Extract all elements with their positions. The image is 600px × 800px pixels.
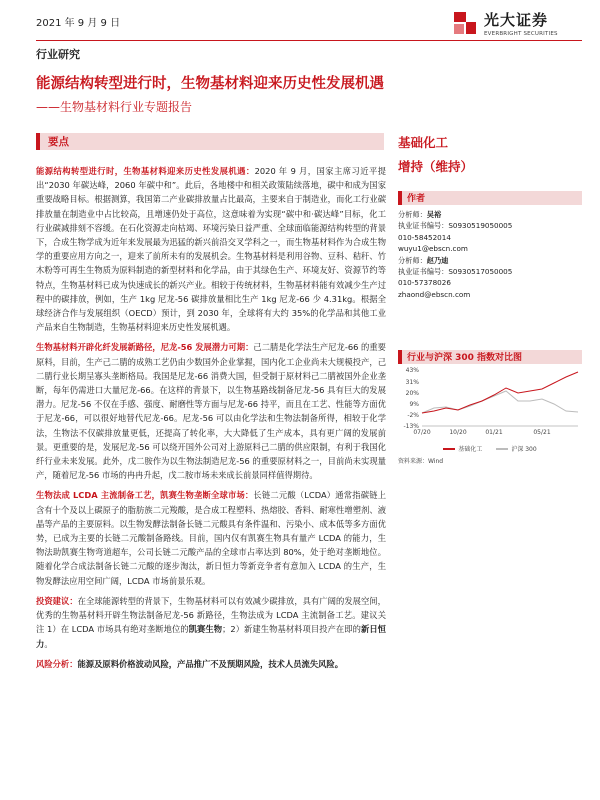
investment-advice <box>36 594 386 651</box>
chart-heading: 行业与沪深 300 指数对比图 <box>407 353 523 363</box>
y-tick-label: -2% <box>407 412 419 419</box>
authors-heading: 作者 <box>407 194 426 204</box>
x-tick-label: 07/20 <box>413 429 431 436</box>
summary-paragraph <box>36 488 386 587</box>
paragraph-text: 长链二元酸（LCDA）通常指碳链上含有十个及以上碳原子的脂肪族二元羧酸，是合成工程塑料、热熔胶、香料、耐寒性增塑剂、液晶等产品的主要原料。以生物发酵法制备长链二元酸具有条件温和、污染小、成本低等多方面优势，已成为主要的长链二元酸制备路线。目前，国内仅有凯赛生物具有量产 LCDA 的能力，生物法助凯赛生物弯道超车，公司长链二元酸产品的全球市占率达到 80%，处于绝对垄断地位。随着化学合成法制备长链二元酸的逐步淘汰，新日恒力等新竞争者有意加入 LCDA 的生产，生物发酵法应用空间广阔，LCDA 市场前景乐观。 <box>36 490 386 586</box>
paragraph-text: ；2）新建生物基材料项目投产在即的 <box>222 624 361 635</box>
series-line <box>422 391 578 413</box>
paragraph-lead: 投资建议： <box>36 595 78 606</box>
paragraph-text: 己二腈是化学法生产尼龙-66 的重要原料，目前，生产己二腈的成熟工艺仍由少数国外企业掌握，国内化工企业尚未大规模投产，己二腈行业长期呈寡头垄断格局。我国是尼龙-66 消费大国，但受制于原材料己二腈被国外企业垄断，每年仍需进口大量尼龙-66。在这样的背景下，以生物基路线制备尼龙-56 具有巨大的发展潜力。尼龙-56 不仅在手感、强度、耐磨性等方面与尼龙-66 持平，而且在工艺、性能等方面优于尼龙-66，可以很好地替代尼龙-66。尼龙-56 可以由化学法和生物法制备所得，相较于化学法，生物法不仅碳排放量更低，还提高了转化率，大大降低了生产成本，具有更广阔的发展前景。更重要的是，发展尼龙-56 可以绕开国外公司对上游原料己二腈的供应限制，有利于我国化纤行业未来发展。此外，戊二胺作为以生物法制造尼龙-56 的重要原材料之一，目前尚未实现量产，随着尼龙-56 市场的冉冉升起，戊二胺市场未来成长前景同样值得期待。 <box>36 342 386 481</box>
y-tick-label: 20% <box>405 390 419 397</box>
authors-heading-bar <box>398 191 582 205</box>
y-tick-label: 9% <box>409 401 419 408</box>
paragraph-text: 2020 年 9 月，国家主席习近平提出“2030 年碳达峰，2060 年碳中和”。此后，各地楼中和相关政策陆续落地，碳中和成为国家重要战略目标。根据测算，我国第二产业碳排放量占比最高，主要来自于制造业，而化工行业碳排放量在制造业中占比较高，且增速仍处于高位，这意味着为实现“碳中和·碳达峰”目标，化工行业碳减排刻不容缓。在石化资源走向枯竭、环境污染日益严重、全球面临能源结构转型的背景下，合成生物学成为近年来发展最为迅猛的新兴前沿交叉学科之一，而生物基材料作为合成生物学的重要应用方向之一，迎来了前所未有的发展机会。生物基材料是利用谷物、豆科、秸秆、竹木粉等可再生生物质为原料制造的新型材料和化学品，由于其绿色生产、环境友好、资源节约等特点，生物基材料已成为快速成长的新兴产业。相较于传统材料，生物基材料能有效减少生产过程中的碳排放，例如，生产 1kg 尼龙-56 碳排放量相比生产 1kg 尼龙-66 少 4.31kg。根据全球经济合作与发展组织（OECD）预计，到 2030 年，全球将有大约 35%的化学品和其他工业产品来自生物制造，生物基材料迎来历史性发展机遇。 <box>36 166 386 333</box>
paragraph-lead: 生物法成 LCDA 主流制备工艺，凯赛生物垄断全球市场： <box>36 490 254 501</box>
risk-analysis <box>36 657 386 671</box>
summary-paragraph <box>36 164 386 334</box>
legend-swatch <box>443 448 455 450</box>
author-license: 执业证书编号：S0930519050005 <box>398 221 513 231</box>
y-tick-label: 43% <box>405 367 419 374</box>
author-name: 吴裕 <box>426 210 442 219</box>
report-date: 2021 年 9 月 9 日 <box>36 18 121 29</box>
author-label: 分析师： <box>398 255 427 265</box>
paragraph-lead: 风险分析： <box>36 658 78 669</box>
x-tick-label: 10/20 <box>449 429 467 436</box>
index-comparison-chart-box <box>398 350 582 465</box>
x-tick-label: 01/21 <box>485 429 503 436</box>
y-tick-label: 31% <box>405 379 419 386</box>
legend-swatch <box>496 448 508 450</box>
summary-paragraph <box>36 340 386 482</box>
paragraph-text: 能源及原料价格波动风险，产品推广不及预期风险，技术人员流失风险。 <box>77 658 344 669</box>
chart-heading-bar <box>398 350 582 364</box>
paragraph-text: 。 <box>44 638 53 649</box>
sidebar <box>398 133 582 300</box>
author-name: 赵乃迪 <box>426 255 449 265</box>
y-tick-label: -13% <box>403 423 419 430</box>
logo-mark-icon <box>452 10 478 36</box>
legend-label: 基础化工 <box>458 446 483 453</box>
index-comparison-chart <box>398 364 582 438</box>
author-entry <box>398 209 582 255</box>
header-divider <box>36 40 582 41</box>
logo-name-en: EVERBRIGHT SECURITIES <box>484 31 558 37</box>
chart-source: 资料来源：Wind <box>398 458 444 465</box>
author-entry <box>398 255 582 301</box>
summary-heading-bar <box>36 133 384 150</box>
author-email: wuyu1@ebscn.com <box>398 244 468 254</box>
company-logo <box>452 6 582 40</box>
legend-item <box>443 444 482 453</box>
report-category: 行业研究 <box>36 48 80 61</box>
recommended-stock-2: 新日恒力 <box>36 624 386 649</box>
author-phone: 010-58452014 <box>398 232 451 242</box>
legend-label: 沪深 300 <box>511 446 537 453</box>
chart-legend <box>398 444 582 453</box>
author-label: 分析师： <box>398 210 427 219</box>
rating-sector: 基础化工 <box>398 135 449 150</box>
summary-body <box>36 164 386 677</box>
summary-heading: 要点 <box>48 136 69 148</box>
author-email: zhaond@ebscn.com <box>398 289 471 299</box>
paragraph-lead: 生物基材料开辟化纤发展新路径，尼龙-56 发展潜力可期： <box>36 342 254 353</box>
legend-item <box>496 444 536 453</box>
report-subtitle: ——生物基材料行业专题报告 <box>36 100 193 114</box>
author-phone: 010-57378026 <box>398 278 451 288</box>
rating-value: 增持（维持） <box>398 159 474 174</box>
paragraph-text: 在全球能源转型的背景下，生物基材料可以有效减少碳排放，具有广阔的发展空间，优秀的生物基材料开辟生物法制备尼龙-56 新路径，生物法成为 LCDA 主流制备工艺。建议关注 1）在 LCDA 市场具有绝对垄断地位的 <box>36 595 386 635</box>
recommended-stock-1: 凯赛生物 <box>188 624 223 635</box>
x-tick-label: 05/21 <box>533 429 551 436</box>
paragraph-lead: 能源结构转型进行时，生物基材料迎来历史性发展机遇： <box>36 166 255 176</box>
logo-name-cn: 光大证券 <box>484 11 549 29</box>
author-license: 执业证书编号：S0930517050005 <box>398 267 513 277</box>
authors-list <box>398 209 582 300</box>
report-title: 能源结构转型进行时，生物基材料迎来历史性发展机遇 <box>36 76 384 92</box>
